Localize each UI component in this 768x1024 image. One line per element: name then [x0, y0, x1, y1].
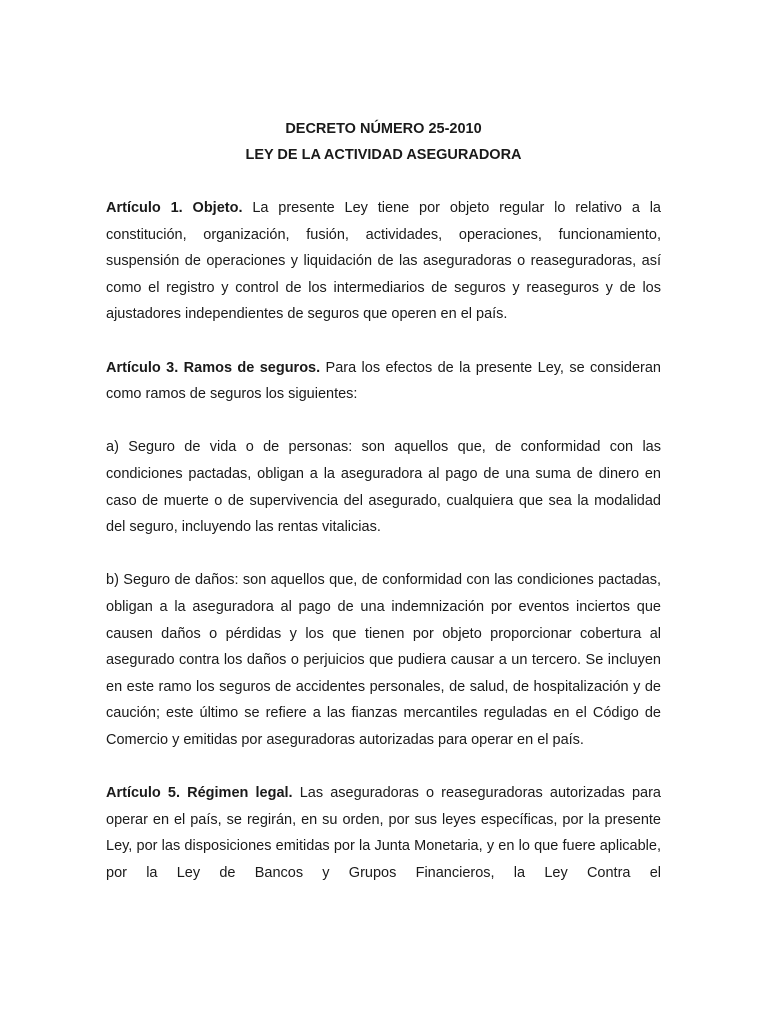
document-page [106, 116, 661, 913]
article-3-heading: Artículo 3. Ramos de seguros. [106, 359, 321, 376]
article-3-paragraph [106, 355, 661, 408]
article-1-text: La presente Ley tiene por objeto regular lo relativo a la constitución, organización, fusión, actividades, operaciones, funcionamiento, suspensión de operaciones y liquidación de las aseguradoras o reaseguradoras, así como el registro y control de los intermediarios de seguros y reaseguros y de los ajustadores independientes de seguros que operen en el país. [106, 200, 661, 323]
article-3-text: Para los efectos de la presente Ley, se consideran como ramos de seguros los siguientes: [106, 359, 661, 403]
article-5-heading: Artículo 5. Régimen legal. [106, 785, 293, 802]
item-a-paragraph [106, 434, 661, 540]
item-a-text: a) Seguro de vida o de personas: son aquellos que, de conformidad con las condiciones pactadas, obligan a la aseguradora al pago de una suma de dinero en caso de muerte o de supervivencia del asegurado, cualquiera que sea la modalidad del seguro, incluyendo las rentas vitalicias. [106, 439, 661, 536]
article-5-paragraph [106, 780, 661, 886]
article-5-text: Las aseguradoras o reaseguradoras autorizadas para operar en el país, se regirán, en su orden, por sus leyes específicas, por la presente Ley, por las disposiciones emitidas por la Junta Monetaria, y en lo que fuere aplicable, por la Ley de Bancos y Grupos Financieros, la Ley Contra el [106, 785, 661, 881]
decree-number-title: DECRETO NÚMERO 25-2010 [285, 121, 482, 137]
item-b-text: b) Seguro de daños: son aquellos que, de conformidad con las condiciones pactadas, obligan a la aseguradora al pago de una indemnización por eventos inciertos que causen daños o pérdidas y los que tienen por objeto proporcionar cobertura al asegurado contra los daños o perjuicios que pudiera causar a un tercero. Se incluyen en este ramo los seguros de accidentes personales, de salud, de hospitalización y de caución; este último se refiere a las fianzas mercantiles reguladas en el Código de Comercio y emitidas por aseguradoras autorizadas para operar en el país. [106, 572, 661, 748]
law-title: LEY DE LA ACTIVIDAD ASEGURADORA [245, 147, 522, 163]
item-b-paragraph [106, 567, 661, 753]
article-1-paragraph [106, 195, 661, 328]
article-1-heading: Artículo 1. Objeto. [106, 200, 243, 216]
